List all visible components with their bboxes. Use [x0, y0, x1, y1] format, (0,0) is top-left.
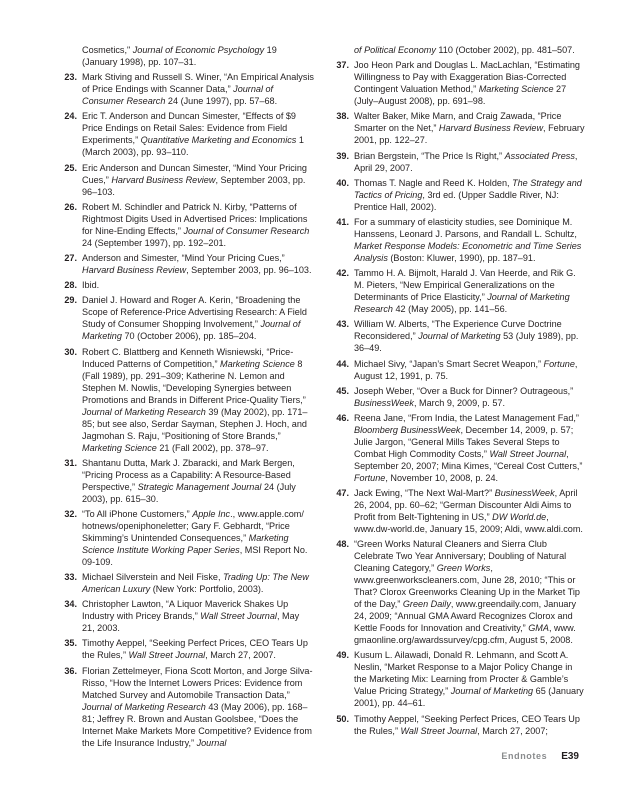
endnote-number: 43. [336, 319, 349, 330]
endnote-entry [58, 110, 314, 158]
endnote-entry [58, 637, 314, 661]
endnote-number: 36. [64, 665, 77, 676]
endnote-number: 49. [336, 650, 349, 661]
endnote-text: Eric T. Anderson and Duncan Simester, “Effects of $9 Price Endings on Retail Sales: Evidence from Field Experiments,” Quantitative Marketing and Economics 1 (March 2003), pp. 93–110. [82, 111, 304, 158]
endnote-text: Walter Baker, Mike Marn, and Craig Zawada, “Price Smarter on the Net,” Harvard Business Review, February 2001, pp. 122–27. [354, 111, 585, 146]
endnote-number: 41. [336, 216, 349, 227]
endnote-entry [330, 44, 586, 56]
endnote-entry [330, 110, 586, 146]
endnote-number: 45. [336, 385, 349, 396]
endnote-text: Shantanu Dutta, Mark J. Zbaracki, and Mark Bergen, “Pricing Process as a Capability: A Resource-Based Perspective,” Strategic Management Journal 24 (July 2003), pp. 615–30. [82, 457, 296, 504]
endnote-text: Reena Jane, “From India, the Latest Management Fad,” Bloomberg BusinessWeek, December 14, 2009, p. 57; Julie Jargon, “General Mills Takes Several Steps to Combat High Commodity Costs,” Wall Street Journal, September 20, 2007; Mina Kimes, “Cereal Cost Cutters,” Fortune, November 10, 2008, p. 24. [354, 412, 583, 483]
endnote-text: Robert M. Schindler and Patrick N. Kirby, “Patterns of Rightmost Digits Used in Advertised Prices: Implications for Nine-Ending Effects,” Journal of Consumer Research 24 (September 1997), pp. 192–201. [82, 201, 310, 248]
footer-section-label: Endnotes [501, 751, 548, 761]
endnote-entry [58, 44, 314, 68]
endnote-text: Cosmetics," Journal of Economic Psychology 19 (January 1998), pp. 107–31. [82, 45, 277, 67]
endnote-text: Joseph Weber, “Over a Buck for Dinner? Outrageous,” BusinessWeek, March 9, 2009, p. 57. [354, 385, 574, 408]
endnote-entry [58, 71, 314, 107]
endnote-entry [58, 598, 314, 634]
endnote-number [58, 44, 82, 68]
endnote-entry [58, 665, 314, 749]
endnote-entry [58, 294, 314, 342]
endnote-entry [330, 216, 586, 264]
endnote-number: 34. [64, 599, 77, 610]
endnote-entry [330, 150, 586, 174]
endnote-entry [58, 279, 314, 291]
page-footer [501, 751, 579, 762]
endnote-text: Mark Stiving and Russell S. Winer, “An Empirical Analysis of Price Endings with Scanner Data,” Journal of Consumer Research 24 (June 1997), pp. 57–68. [82, 72, 314, 107]
endnote-number: 46. [336, 412, 349, 423]
endnote-number: 40. [336, 177, 349, 188]
endnote-entry [58, 346, 314, 454]
endnote-number [330, 44, 354, 56]
endnote-text: Timothy Aeppel, “Seeking Perfect Prices, CEO Tears Up the Rules,” Wall Street Journal, March 27, 2007; [354, 713, 580, 736]
endnote-number: 29. [64, 295, 77, 306]
endnote-number: 24. [64, 111, 77, 122]
endnote-entry [330, 59, 586, 107]
endnote-number: 28. [64, 280, 77, 291]
endnote-entry [330, 412, 586, 484]
endnote-text: Jack Ewing, “The Next Wal-Mart?” BusinessWeek, April 26, 2004, pp. 60–62; “German Discounter Aldi Aims to Profit from Belt-Tightening in US,” DW World.de, www.dw-world.de, January 15, 2009; Aldi, www.aldi.com. [354, 488, 583, 535]
endnote-text: Daniel J. Howard and Roger A. Kerin, “Broadening the Scope of Reference-Price Advertising Research: A Field Study of Consumer Shopping Involvement,” Journal of Marketing 70 (October 2006), pp. 185–204. [82, 295, 307, 342]
endnote-entry [58, 571, 314, 595]
endnote-text: Tammo H. A. Bijmolt, Harald J. Van Heerde, and Rik G. M. Pieters, “New Empirical Generalizations on the Determinants of Price Elasticity,” Journal of Marketing Research 42 (May 2005), pp. 141–56. [354, 268, 576, 315]
endnote-text: Christopher Lawton, “A Liquor Maverick Shakes Up Industry with Pricey Brands,” Wall Street Journal, May 21, 2003. [82, 599, 300, 634]
endnote-text: Eric Anderson and Duncan Simester, “Mind Your Pricing Cues,” Harvard Business Review, September 2003, pp. 96–103. [82, 162, 307, 197]
endnote-number: 23. [64, 72, 77, 83]
endnote-text: Anderson and Simester, “Mind Your Pricing Cues,” Harvard Business Review, September 2003, pp. 96–103. [82, 252, 312, 275]
endnote-entry [58, 508, 314, 568]
endnote-text: William W. Alberts, “The Experience Curve Doctrine Reconsidered,” Journal of Marketing 53 (July 1989), pp. 36–49. [354, 319, 579, 354]
endnote-entry [58, 201, 314, 249]
endnote-text: Brian Bergstein, “The Price Is Right,” Associated Press, April 29, 2007. [354, 150, 578, 173]
endnote-entry [330, 358, 586, 382]
endnote-number: 27. [64, 252, 77, 263]
endnote-entry [330, 487, 586, 535]
endnote-entry [58, 252, 314, 276]
endnote-number: 31. [64, 457, 77, 468]
endnote-number: 37. [336, 60, 349, 71]
endnote-number: 44. [336, 358, 349, 369]
endnote-number: 32. [64, 508, 77, 519]
endnote-entry [330, 649, 586, 709]
endnote-text: “To All iPhone Customers,” Apple Inc., www.apple.com/ hotnews/openiphoneletter; Gary F. Gebhardt, “Price Skimming’s Unintended Consequences,” Marketing Science Institute Working Paper Series, MSI Report No. 09-109. [82, 508, 308, 567]
footer-page-number: E39 [561, 751, 579, 762]
endnote-text: Joo Heon Park and Douglas L. MacLachlan, “Estimating Willingness to Pay with Exaggeration Bias-Corrected Contingent Valuation Method,” Marketing Science 27 (July–August 2008), pp. 691–98. [354, 60, 580, 107]
endnote-entry [330, 713, 586, 737]
endnote-text: “Green Works Natural Cleaners and Sierra Club Celebrate Two Year Anniversary; Doubling of Natural Cleaning Category,” Green Works, www.greenworkscleaners.com, June 28, 2010; “This or That? Clorox Greenworks Cleaning Up in the Market Tip of the Day,” Green Daily, www.greendaily.com, January 24, 2009; “Annual GMA Award Recognizes Clorox and Kettle Foods for Innovation and Creativity,” GMA, www. gmaonline.org/awardssurvey/cpg.cfm, August 5, 2008. [354, 539, 580, 646]
endnote-entry [58, 457, 314, 505]
endnote-number: 39. [336, 150, 349, 161]
endnote-number: 30. [64, 346, 77, 357]
endnote-number: 33. [64, 572, 77, 583]
endnote-text: Timothy Aeppel, “Seeking Perfect Prices, CEO Tears Up the Rules,” Wall Street Journal, March 27, 2007. [82, 638, 308, 661]
endnote-text: Florian Zettelmeyer, Fiona Scott Morton, and Jorge Silva-Risso, “How the Internet Lowers Prices: Evidence from Matched Survey and Automobile Transaction Data,” Journal of Marketing Research 43 (May 2006), pp. 168–81; Jeffrey R. Brown and Austan Goolsbee, “Does the Internet Make Markets More Competitive? Evidence from the Life Insurance Industry,” Journal [82, 665, 313, 748]
endnote-entry [330, 385, 586, 409]
endnote-entry [330, 538, 586, 646]
endnote-text: For a summary of elasticity studies, see Dominique M. Hanssens, Leonard J. Parsons, and Randall L. Schultz, Market Response Models: Econometric and Time Series Analysis (Boston: Kluwer, 1990), pp. 187–91. [354, 216, 582, 263]
endnote-text: Thomas T. Nagle and Reed K. Holden, The Strategy and Tactics of Pricing, 3rd ed. (Upper Saddle River, NJ: Prentice Hall, 2002). [354, 177, 582, 212]
endnote-text: Ibid. [82, 280, 100, 291]
endnote-entry [330, 177, 586, 213]
endnote-entry [330, 267, 586, 315]
endnote-number: 38. [336, 111, 349, 122]
endnote-number: 26. [64, 201, 77, 212]
endnotes-right-column [330, 44, 586, 740]
endnote-entry [58, 162, 314, 198]
endnotes-left-column [58, 44, 314, 752]
endnote-number: 48. [336, 539, 349, 550]
endnote-number: 50. [336, 713, 349, 724]
endnote-number: 25. [64, 162, 77, 173]
endnote-text: of Political Economy 110 (October 2002), pp. 481–507. [354, 45, 575, 55]
endnote-number: 47. [336, 488, 349, 499]
endnote-number: 35. [64, 638, 77, 649]
endnote-text: Robert C. Blattberg and Kenneth Wisniewski, “Price-Induced Patterns of Competition,” Marketing Science 8 (Fall 1989), pp. 291–309; Katherine N. Lemon and Stephen M. Nowlis, “Developing Synergies between Promotions and Brands in Different Price-Quality Tiers,” Journal of Marketing Research 39 (May 2002), pp. 171–85; but see also, Serdar Sayman, Stephen J. Hoch, and Jagmohan S. Raju, “Positioning of Store Brands,” Marketing Science 21 (Fall 2002), pp. 378–97. [82, 346, 308, 453]
endnote-text: Michael Sivy, “Japan’s Smart Secret Weapon,” Fortune, August 12, 1991, p. 75. [354, 358, 578, 381]
endnote-entry [330, 318, 586, 354]
endnote-text: Michael Silverstein and Neil Fiske, Trading Up: The New American Luxury (New York: Portfolio, 2003). [82, 572, 309, 595]
endnote-text: Kusum L. Ailawadi, Donald R. Lehmann, and Scott A. Neslin, “Market Response to a Major Policy Change in the Marketing Mix: Learning from Procter & Gamble’s Value Pricing Strategy,” Journal of Marketing 65 (January 2001), pp. 44–61. [354, 650, 584, 709]
endnote-number: 42. [336, 268, 349, 279]
